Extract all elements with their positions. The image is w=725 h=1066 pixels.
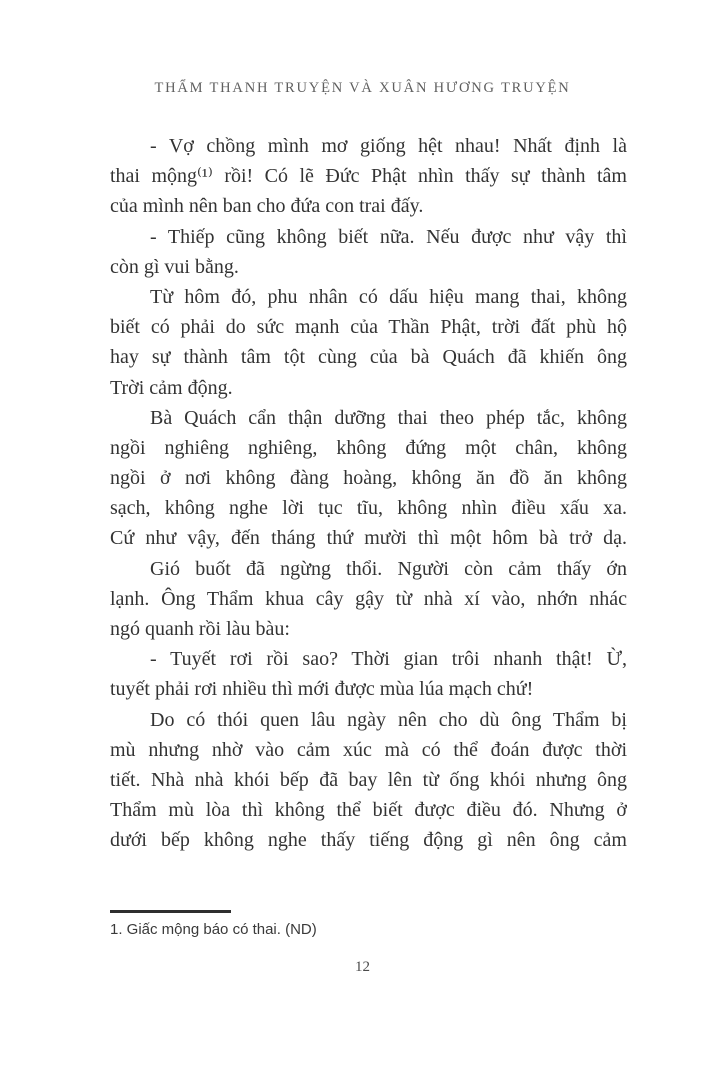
text-line: thai mộng⁽¹⁾ rồi! Có lẽ Đức Phật nhìn thấy sự thành tâm [110, 165, 627, 188]
text-line: còn gì vui bằng. [110, 255, 239, 278]
text-line: Bà Quách cẩn thận dưỡng thai theo phép tắc, không [150, 406, 627, 429]
body-text [110, 131, 627, 856]
text-line: Trời cảm động. [110, 376, 233, 399]
footnote-text: 1. Giấc mộng báo có thai. (ND) [110, 921, 317, 938]
page-number: 12 [355, 959, 370, 975]
text-line: - Thiếp cũng không biết nữa. Nếu được như vậy thì [150, 225, 627, 248]
text-line: - Vợ chồng mình mơ giống hệt nhau! Nhất định là [150, 135, 627, 157]
text-line: tuyết phải rơi nhiều thì mới được mùa lúa mạch chứ! [110, 678, 534, 701]
text-line: ngồi ở nơi không đàng hoàng, không ăn đồ ăn không [110, 467, 627, 490]
text-line: lạnh. Ông Thẩm khua cây gậy từ nhà xí vào, nhớn nhác [110, 587, 627, 610]
text-line: của mình nên ban cho đứa con trai đấy. [110, 195, 424, 218]
text-line: mù nhưng nhờ vào cảm xúc mà có thể đoán được thời [110, 738, 627, 761]
text-line: Cứ như vậy, đến tháng thứ mười thì một hôm bà trở dạ. [110, 527, 627, 550]
text-line: biết có phải do sức mạnh của Thần Phật, trời đất phù hộ [110, 316, 627, 339]
text-line: tiết. Nhà nhà khói bếp đã bay lên từ ống khói nhưng ông [110, 768, 627, 791]
text-line: ngó quanh rồi làu bàu: [110, 618, 290, 640]
text-line: dưới bếp không nghe thấy tiếng động gì nên ông cảm [110, 829, 627, 852]
text-line: Từ hôm đó, phu nhân có dấu hiệu mang thai, không [150, 285, 627, 308]
text-line: - Tuyết rơi rồi sao? Thời gian trôi nhanh thật! Ừ, [150, 648, 627, 671]
text-line: Gió buốt đã ngừng thổi. Người còn cảm thấy ớn [150, 557, 627, 580]
text-line: ngồi nghiêng nghiêng, không đứng một chân, không [110, 436, 627, 459]
running-header: THẨM THANH TRUYỆN VÀ XUÂN HƯƠNG TRUYỆN [154, 80, 571, 96]
text-line: hay sự thành tâm tột cùng của bà Quách đã khiến ông [110, 346, 627, 369]
footnote-rule [110, 910, 231, 913]
text-line: Do có thói quen lâu ngày nên cho dù ông Thẩm bị [150, 708, 627, 731]
text-line: Thẩm mù lòa thì không thể biết được điều đó. Nhưng ở [110, 799, 627, 822]
text-line: sạch, không nghe lời tục tĩu, không nhìn điều xấu xa. [110, 497, 627, 520]
